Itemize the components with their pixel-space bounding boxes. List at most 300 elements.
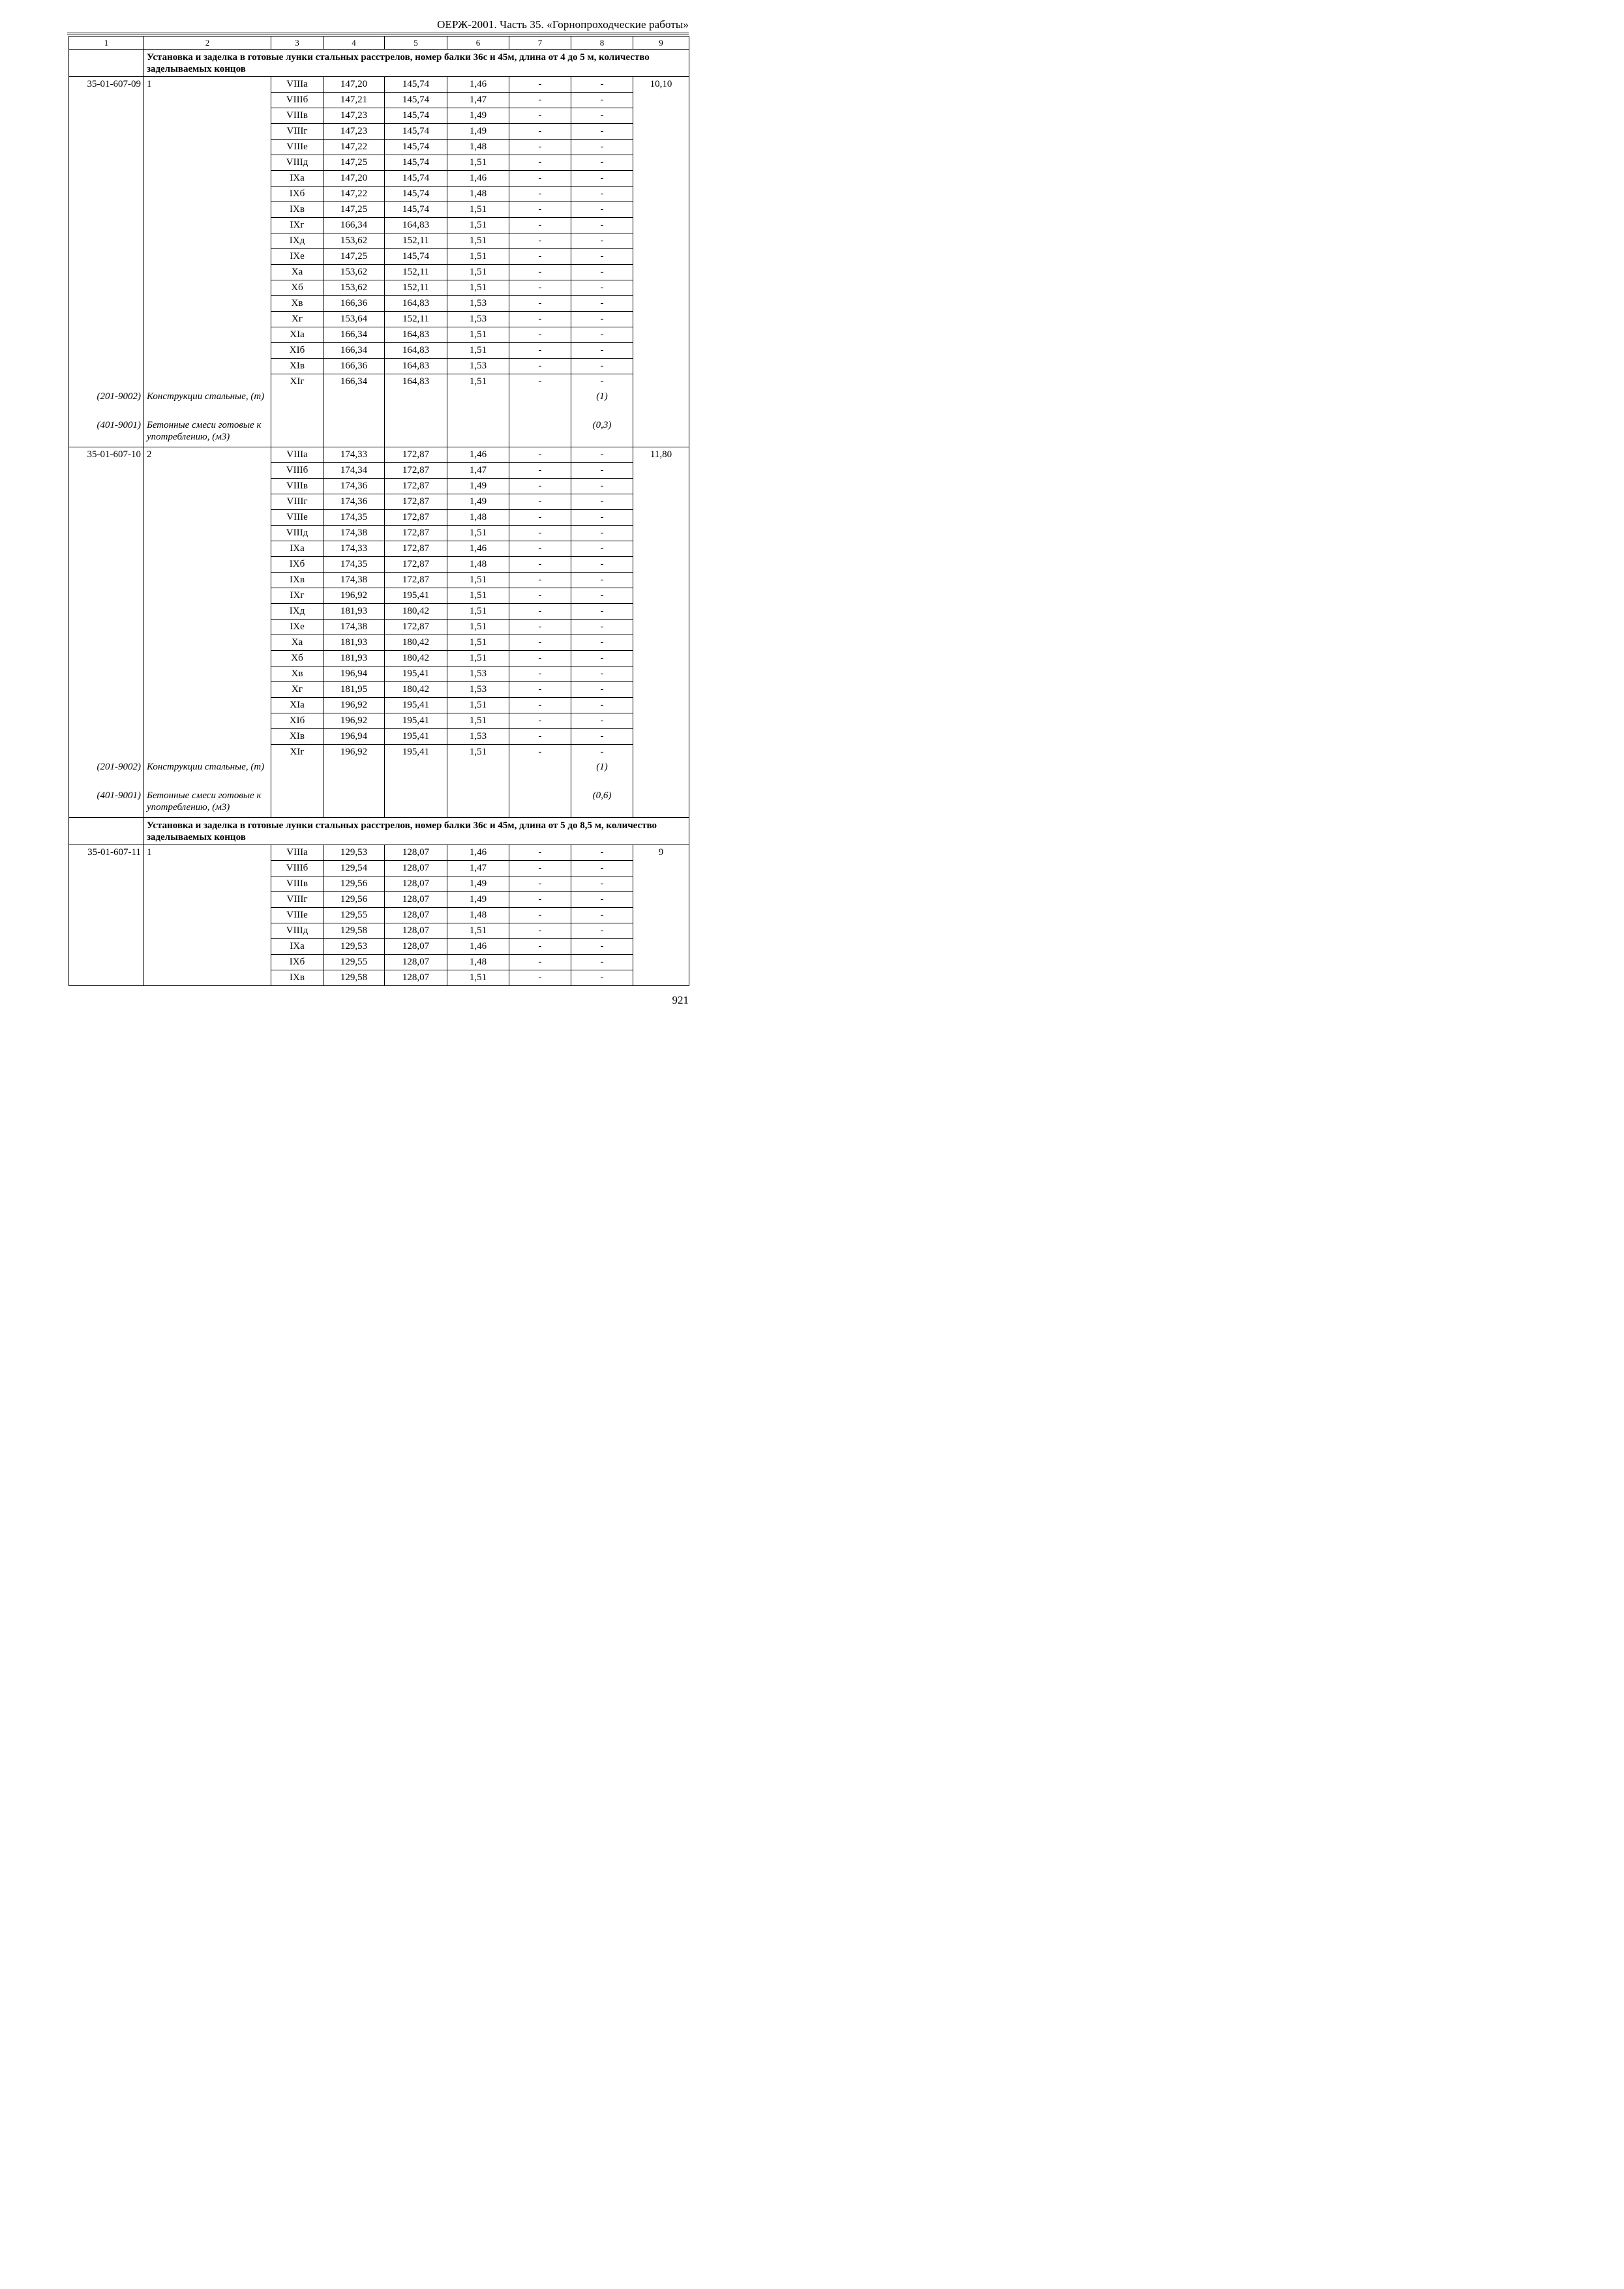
value-cell: - (571, 327, 633, 343)
value-cell: 129,54 (323, 861, 385, 876)
column-number-row (69, 37, 689, 50)
value-cell: 129,56 (323, 892, 385, 908)
value-cell: - (509, 876, 571, 892)
value-cell: 147,23 (323, 124, 385, 140)
value-cell: 180,42 (385, 635, 447, 651)
value-cell: - (571, 682, 633, 698)
item-total: 10,10 (633, 77, 689, 447)
category-cell: Xг (271, 682, 323, 698)
value-cell: - (509, 187, 571, 202)
category-cell: IXг (271, 218, 323, 233)
category-cell: VIIIг (271, 494, 323, 510)
category-cell: VIIIб (271, 93, 323, 108)
value-cell: - (571, 892, 633, 908)
value-cell: 1,49 (447, 479, 509, 494)
resource-code: (201-9002) (97, 762, 141, 772)
category-cell: XIб (271, 343, 323, 359)
value-cell: - (509, 312, 571, 327)
value-cell: - (571, 187, 633, 202)
value-cell: - (509, 233, 571, 249)
value-cell: 129,53 (323, 845, 385, 861)
value-cell: 172,87 (385, 447, 447, 463)
category-cell: IXд (271, 604, 323, 620)
value-cell: 180,42 (385, 604, 447, 620)
category-cell: XIa (271, 327, 323, 343)
value-cell: 145,74 (385, 108, 447, 124)
value-cell: 166,34 (323, 327, 385, 343)
value-cell: 1,51 (447, 202, 509, 218)
category-cell: IXa (271, 939, 323, 955)
value-cell: 195,41 (385, 729, 447, 745)
category-cell: IXa (271, 171, 323, 187)
empty-cell (509, 760, 571, 818)
value-cell: 145,74 (385, 77, 447, 93)
value-cell: 180,42 (385, 682, 447, 698)
value-cell: - (571, 249, 633, 265)
value-cell: 174,34 (323, 463, 385, 479)
resource-value: (1) (596, 391, 608, 402)
value-cell: 172,87 (385, 541, 447, 557)
value-cell: 147,25 (323, 155, 385, 171)
value-cell: - (509, 140, 571, 155)
value-cell: 166,34 (323, 218, 385, 233)
column-number: 2 (144, 37, 271, 50)
resource-names (144, 760, 271, 818)
value-cell: - (509, 698, 571, 713)
value-cell: 1,49 (447, 124, 509, 140)
value-cell: 1,51 (447, 745, 509, 760)
table-row (69, 447, 689, 463)
category-cell: Xa (271, 265, 323, 280)
value-cell: 1,51 (447, 265, 509, 280)
value-cell: - (509, 108, 571, 124)
value-cell: 174,38 (323, 526, 385, 541)
value-cell: 128,07 (385, 923, 447, 939)
value-cell: - (509, 202, 571, 218)
category-cell: IXa (271, 541, 323, 557)
value-cell: 128,07 (385, 939, 447, 955)
section-empty-cell (69, 50, 144, 77)
category-cell: IXе (271, 249, 323, 265)
value-cell: 152,11 (385, 280, 447, 296)
value-cell: 166,34 (323, 343, 385, 359)
value-cell: - (509, 218, 571, 233)
value-cell: 1,53 (447, 682, 509, 698)
value-cell: - (509, 265, 571, 280)
category-cell: Xб (271, 651, 323, 666)
column-number: 4 (323, 37, 385, 50)
value-cell: 147,22 (323, 187, 385, 202)
item-code: 35-01-607-11 (69, 845, 144, 986)
value-cell: 164,83 (385, 343, 447, 359)
value-cell: 1,46 (447, 171, 509, 187)
resource-values (571, 389, 633, 447)
value-cell: 1,48 (447, 557, 509, 573)
resource-code: (401-9001) (97, 420, 141, 430)
value-cell: 128,07 (385, 845, 447, 861)
value-cell: 174,38 (323, 620, 385, 635)
category-cell: VIIIa (271, 845, 323, 861)
section-title: Установка и заделка в готовые лунки стальных расстрелов, номер балки 36с и 45м, длина от 5 до 8,5 м, количество заделываемых концов (144, 818, 689, 845)
resource-code: (401-9001) (97, 790, 141, 801)
value-cell: - (509, 892, 571, 908)
value-cell: - (509, 666, 571, 682)
value-cell: 1,51 (447, 374, 509, 390)
value-cell: - (509, 374, 571, 390)
value-cell: - (571, 541, 633, 557)
value-cell: - (571, 729, 633, 745)
empty-cell (385, 389, 447, 447)
category-cell: VIIIг (271, 892, 323, 908)
value-cell: - (571, 202, 633, 218)
category-cell: IXд (271, 233, 323, 249)
category-cell: VIIIе (271, 510, 323, 526)
value-cell: 128,07 (385, 955, 447, 970)
value-cell: - (571, 312, 633, 327)
value-cell: 196,92 (323, 588, 385, 604)
value-cell: 147,25 (323, 249, 385, 265)
empty-cell (447, 389, 509, 447)
value-cell: 1,46 (447, 541, 509, 557)
section-title-row (69, 818, 689, 845)
value-cell: - (571, 124, 633, 140)
value-cell: 1,51 (447, 604, 509, 620)
empty-cell (509, 389, 571, 447)
category-cell: VIIIв (271, 108, 323, 124)
column-number: 1 (69, 37, 144, 50)
value-cell: 1,51 (447, 698, 509, 713)
value-cell: 1,51 (447, 573, 509, 588)
value-cell: 129,58 (323, 923, 385, 939)
value-cell: 196,94 (323, 666, 385, 682)
value-cell: - (571, 876, 633, 892)
item-code: 35-01-607-09 (69, 77, 144, 390)
value-cell: 147,21 (323, 93, 385, 108)
value-cell: 1,49 (447, 494, 509, 510)
value-cell: 1,51 (447, 970, 509, 986)
value-cell: - (509, 343, 571, 359)
value-cell: 145,74 (385, 155, 447, 171)
value-cell: 128,07 (385, 861, 447, 876)
value-cell: 129,58 (323, 970, 385, 986)
value-cell: 1,47 (447, 463, 509, 479)
category-cell: XIa (271, 698, 323, 713)
item-total: 11,80 (633, 447, 689, 818)
value-cell: 181,93 (323, 635, 385, 651)
value-cell: - (509, 249, 571, 265)
value-cell: 129,55 (323, 955, 385, 970)
value-cell: 1,53 (447, 666, 509, 682)
value-cell: 1,46 (447, 939, 509, 955)
category-cell: XIг (271, 745, 323, 760)
value-cell: - (509, 510, 571, 526)
value-cell: - (509, 359, 571, 374)
resource-name: Бетонные смеси готовые к употреблению, (м3) (147, 790, 262, 813)
value-cell: 172,87 (385, 620, 447, 635)
value-cell: 1,46 (447, 77, 509, 93)
value-cell: - (571, 374, 633, 390)
value-cell: 196,92 (323, 698, 385, 713)
value-cell: - (571, 923, 633, 939)
value-cell: 1,53 (447, 296, 509, 312)
value-cell: - (571, 77, 633, 93)
value-cell: - (571, 280, 633, 296)
value-cell: 1,51 (447, 218, 509, 233)
category-cell: VIIIе (271, 140, 323, 155)
category-cell: VIIIв (271, 479, 323, 494)
category-cell: IXв (271, 202, 323, 218)
value-cell: - (509, 171, 571, 187)
value-cell: - (509, 155, 571, 171)
value-cell: 129,55 (323, 908, 385, 923)
resource-codes (69, 760, 144, 818)
value-cell: 147,22 (323, 140, 385, 155)
value-cell: - (509, 124, 571, 140)
value-cell: 1,49 (447, 876, 509, 892)
column-number: 6 (447, 37, 509, 50)
value-cell: 129,53 (323, 939, 385, 955)
value-cell: 172,87 (385, 526, 447, 541)
category-cell: IXе (271, 620, 323, 635)
item-name: 1 (144, 845, 271, 986)
section-empty-cell (69, 818, 144, 845)
value-cell: - (509, 908, 571, 923)
category-cell: IXб (271, 187, 323, 202)
estimate-table (68, 36, 689, 986)
section-title-row (69, 50, 689, 77)
category-cell: Xa (271, 635, 323, 651)
value-cell: 196,92 (323, 745, 385, 760)
value-cell: - (571, 620, 633, 635)
resource-value: (0,3) (592, 420, 612, 430)
category-cell: Xг (271, 312, 323, 327)
category-cell: VIIIa (271, 447, 323, 463)
value-cell: - (509, 620, 571, 635)
value-cell: 153,62 (323, 233, 385, 249)
category-cell: IXб (271, 955, 323, 970)
item-total: 9 (633, 845, 689, 986)
value-cell: - (571, 265, 633, 280)
value-cell: 153,64 (323, 312, 385, 327)
value-cell: 166,36 (323, 296, 385, 312)
value-cell: - (571, 908, 633, 923)
value-cell: 145,74 (385, 93, 447, 108)
page-header-title: ОЕРЖ-2001. Часть 35. «Горнопроходческие работы» (437, 18, 689, 31)
section-title: Установка и заделка в готовые лунки стальных расстрелов, номер балки 36с и 45м, длина от 4 до 5 м, количество заделываемых концов (144, 50, 689, 77)
value-cell: - (509, 861, 571, 876)
value-cell: 1,47 (447, 861, 509, 876)
value-cell: - (509, 494, 571, 510)
value-cell: - (571, 296, 633, 312)
value-cell: 1,51 (447, 249, 509, 265)
category-cell: VIIIб (271, 861, 323, 876)
value-cell: - (571, 155, 633, 171)
category-cell: IXв (271, 573, 323, 588)
value-cell: 1,51 (447, 343, 509, 359)
value-cell: 1,53 (447, 312, 509, 327)
value-cell: - (571, 359, 633, 374)
value-cell: 172,87 (385, 557, 447, 573)
value-cell: 145,74 (385, 140, 447, 155)
value-cell: 128,07 (385, 892, 447, 908)
value-cell: 164,83 (385, 374, 447, 390)
category-cell: VIIIд (271, 155, 323, 171)
value-cell: 174,38 (323, 573, 385, 588)
value-cell: - (509, 713, 571, 729)
empty-cell (271, 389, 323, 447)
value-cell: - (509, 923, 571, 939)
value-cell: - (509, 557, 571, 573)
value-cell: 145,74 (385, 202, 447, 218)
value-cell: - (509, 93, 571, 108)
value-cell: - (571, 510, 633, 526)
value-cell: - (571, 745, 633, 760)
value-cell: 174,33 (323, 447, 385, 463)
category-cell: IXг (271, 588, 323, 604)
value-cell: 1,53 (447, 729, 509, 745)
value-cell: 147,23 (323, 108, 385, 124)
value-cell: 147,20 (323, 77, 385, 93)
value-cell: - (509, 526, 571, 541)
resource-name: Конструкции стальные, (т) (147, 391, 265, 402)
value-cell: - (509, 280, 571, 296)
value-cell: 174,36 (323, 494, 385, 510)
value-cell: 1,51 (447, 651, 509, 666)
table-row (69, 845, 689, 861)
value-cell: - (571, 171, 633, 187)
value-cell: 152,11 (385, 312, 447, 327)
value-cell: 164,83 (385, 359, 447, 374)
value-cell: 196,94 (323, 729, 385, 745)
category-cell: XIб (271, 713, 323, 729)
value-cell: 1,51 (447, 713, 509, 729)
value-cell: 1,51 (447, 526, 509, 541)
category-cell: VIIIд (271, 923, 323, 939)
value-cell: - (571, 651, 633, 666)
value-cell: - (571, 93, 633, 108)
value-cell: 1,51 (447, 233, 509, 249)
resource-value: (0,6) (592, 790, 612, 801)
value-cell: 1,49 (447, 108, 509, 124)
column-number: 9 (633, 37, 689, 50)
value-cell: 1,47 (447, 93, 509, 108)
value-cell: 166,36 (323, 359, 385, 374)
value-cell: - (571, 447, 633, 463)
value-cell: - (571, 713, 633, 729)
value-cell: - (509, 463, 571, 479)
value-cell: 1,51 (447, 620, 509, 635)
value-cell: 1,51 (447, 588, 509, 604)
value-cell: 1,46 (447, 845, 509, 861)
value-cell: 128,07 (385, 970, 447, 986)
category-cell: XIв (271, 729, 323, 745)
value-cell: 1,48 (447, 955, 509, 970)
value-cell: 180,42 (385, 651, 447, 666)
category-cell: IXб (271, 557, 323, 573)
value-cell: 145,74 (385, 124, 447, 140)
value-cell: 153,62 (323, 280, 385, 296)
value-cell: - (571, 343, 633, 359)
category-cell: VIIIв (271, 876, 323, 892)
value-cell: - (509, 447, 571, 463)
value-cell: 164,83 (385, 296, 447, 312)
value-cell: - (509, 955, 571, 970)
value-cell: - (509, 939, 571, 955)
value-cell: - (571, 573, 633, 588)
value-cell: - (571, 635, 633, 651)
value-cell: - (509, 651, 571, 666)
item-code: 35-01-607-10 (69, 447, 144, 760)
value-cell: 153,62 (323, 265, 385, 280)
value-cell: 172,87 (385, 479, 447, 494)
value-cell: - (509, 296, 571, 312)
value-cell: - (571, 845, 633, 861)
value-cell: 1,51 (447, 923, 509, 939)
value-cell: - (509, 745, 571, 760)
value-cell: - (571, 861, 633, 876)
value-cell: 147,25 (323, 202, 385, 218)
value-cell: 145,74 (385, 187, 447, 202)
value-cell: 181,93 (323, 651, 385, 666)
category-cell: VIIIб (271, 463, 323, 479)
value-cell: 1,48 (447, 908, 509, 923)
value-cell: - (571, 218, 633, 233)
value-cell: 1,46 (447, 447, 509, 463)
value-cell: 174,33 (323, 541, 385, 557)
value-cell: 174,35 (323, 557, 385, 573)
resource-value: (1) (596, 762, 608, 772)
value-cell: 166,34 (323, 374, 385, 390)
value-cell: 172,87 (385, 573, 447, 588)
value-cell: - (509, 682, 571, 698)
resources-row (69, 389, 689, 447)
value-cell: - (571, 494, 633, 510)
category-cell: VIIIд (271, 526, 323, 541)
value-cell: - (509, 970, 571, 986)
value-cell: 195,41 (385, 698, 447, 713)
value-cell: - (509, 845, 571, 861)
value-cell: - (509, 635, 571, 651)
value-cell: - (509, 729, 571, 745)
value-cell: - (509, 573, 571, 588)
item-name: 1 (144, 77, 271, 390)
value-cell: - (571, 526, 633, 541)
value-cell: 174,36 (323, 479, 385, 494)
resource-codes (69, 389, 144, 447)
value-cell: - (571, 463, 633, 479)
value-cell: 195,41 (385, 713, 447, 729)
table-row (69, 77, 689, 93)
value-cell: 1,49 (447, 892, 509, 908)
value-cell: 172,87 (385, 510, 447, 526)
category-cell: XIг (271, 374, 323, 390)
value-cell: 195,41 (385, 588, 447, 604)
value-cell: 164,83 (385, 218, 447, 233)
value-cell: 145,74 (385, 171, 447, 187)
resource-names (144, 389, 271, 447)
resource-values (571, 760, 633, 818)
resources-row (69, 760, 689, 818)
value-cell: 1,51 (447, 280, 509, 296)
empty-cell (385, 760, 447, 818)
value-cell: - (571, 588, 633, 604)
value-cell: 174,35 (323, 510, 385, 526)
value-cell: - (571, 698, 633, 713)
value-cell: 195,41 (385, 745, 447, 760)
value-cell: 147,20 (323, 171, 385, 187)
value-cell: - (571, 604, 633, 620)
value-cell: 181,95 (323, 682, 385, 698)
